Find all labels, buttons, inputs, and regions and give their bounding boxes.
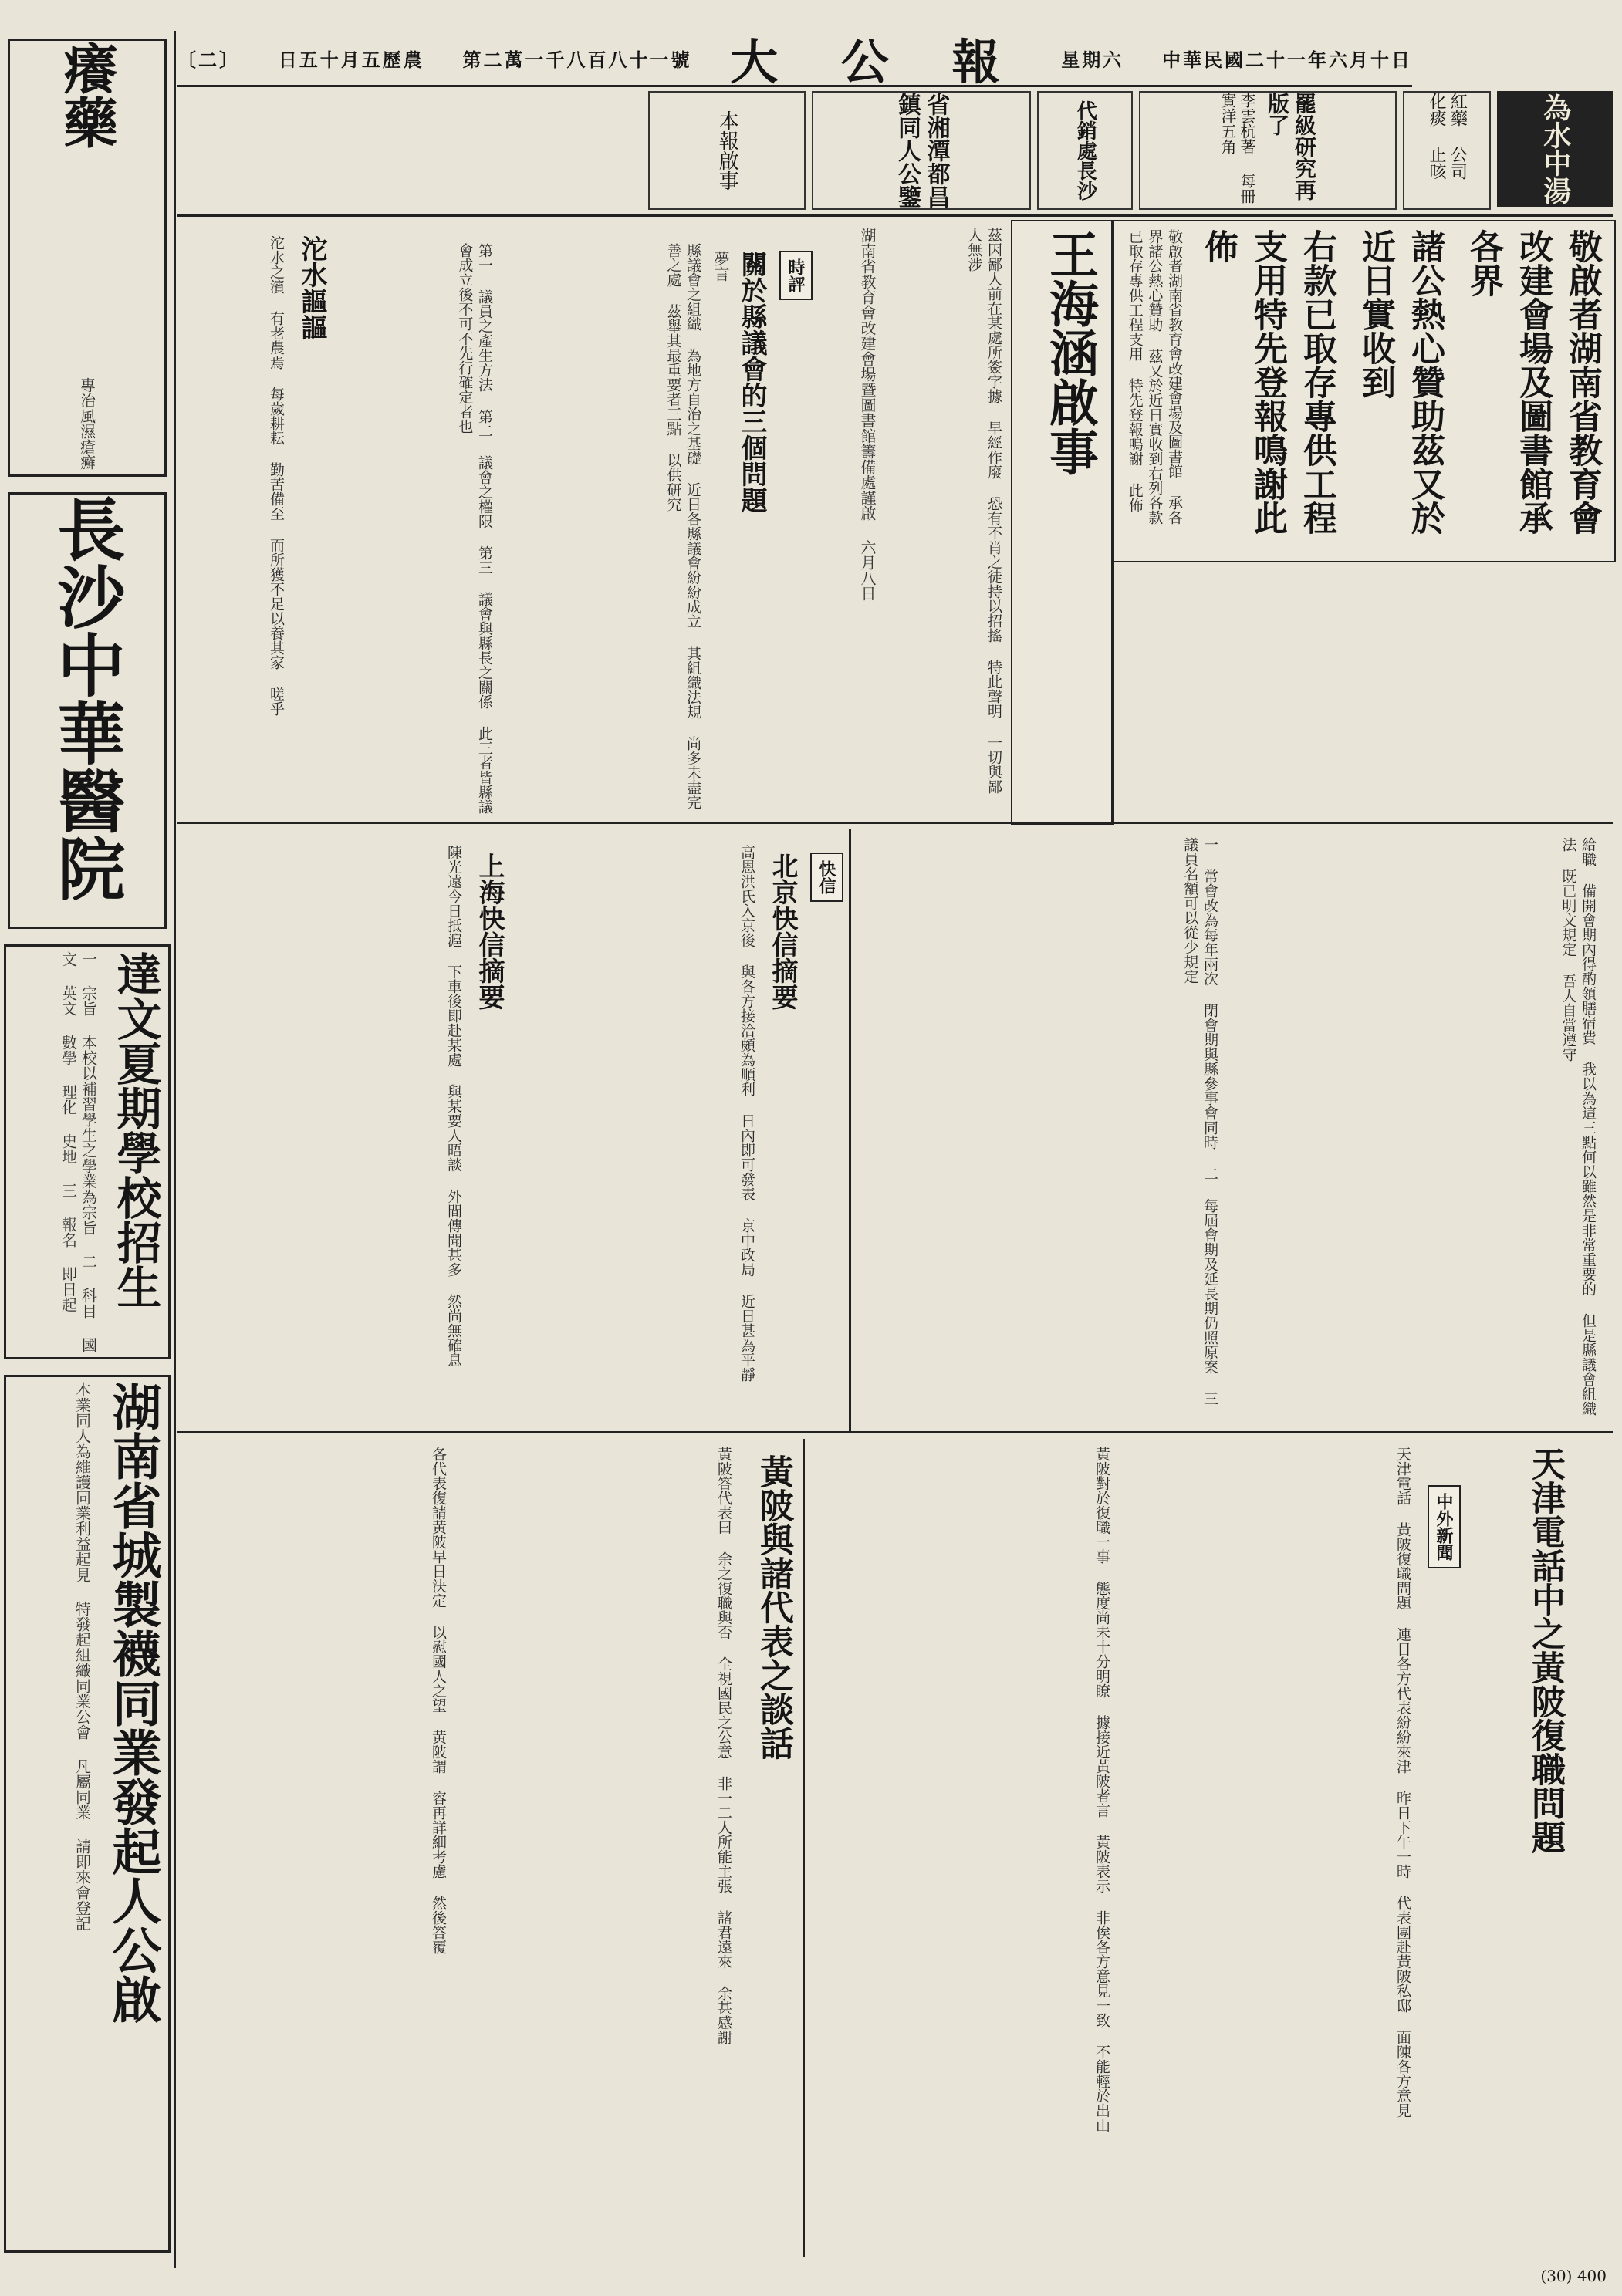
paper-name: 大 公 報 (730, 33, 1023, 90)
vrule-3 (803, 1439, 805, 2257)
ad-itch-title: 癢藥 (55, 41, 119, 149)
top-ad-row (177, 91, 1613, 217)
wang-notice-sub: 湖南省教育會改建會場暨圖書館籌備處謹啟 六月八日 (858, 228, 877, 601)
ad-xiangtan: 省湘潭都昌鎮同人公鑒 (812, 91, 1031, 210)
ad-itch-sub: 專治風濕瘡癬 (77, 377, 96, 470)
huangpi-body-2: 各代表復請黃陂早日決定 以慰國人之望 黃陂謂 容再詳細考慮 然後答覆 (430, 1447, 447, 1954)
ad-hospital-title: 長沙中華醫院 (46, 495, 127, 902)
ad-school-title: 達文夏期學校招生 (109, 951, 162, 1309)
column-title: 沱水謳謳 (296, 235, 327, 340)
flash-label: 快信 (810, 853, 843, 902)
right-body: 給職 備開會期內得酌領膳宿費 我以為這三點何以雖然是非常重要的 但是縣議會組織法 既已明文規定 吾人自當遵守 (1559, 837, 1597, 1416)
ad-itch-medicine (8, 39, 167, 477)
editorial-author: 夢言 (711, 251, 730, 282)
ad-research-book: 罷級研究再版了 李雲杭著 每冊實洋五角 (1139, 91, 1397, 210)
ad-hospital (8, 492, 167, 929)
vrule-2 (849, 829, 851, 1431)
notice-title-3: 右款已取存專供工程支用特先登報鳴謝此佈 (1198, 229, 1336, 535)
logo-ad: 為水中湯 (1497, 91, 1613, 207)
masthead (177, 31, 1412, 90)
huangpi-body: 黃陂答代表曰 余之復職與否 全視國民之公意 非一二人所能主張 諸君遠來 余甚感謝 (715, 1447, 732, 2044)
north-title: 北京快信摘要 (767, 853, 798, 1010)
page-number: (30) 400 (1540, 2267, 1607, 2285)
tianjin-body-2: 黃陂對於復職一事 態度尚未十分明瞭 據接近黃陂者言 黃陂表示 非俟各方意見一致 不能輕於出山 (1093, 1447, 1110, 2132)
lunar-date: 日五十月五歷農 (278, 48, 424, 71)
issue-number: 第二萬一千八百八十一號 (462, 48, 692, 71)
ad-sock-guild (4, 1375, 171, 2253)
vrule-1 (1111, 220, 1113, 822)
divider-1 (177, 822, 1613, 824)
column-body: 沱水之濱 有老農焉 每歲耕耘 勤苦備至 而所獲不足以養其家 嗟乎 (268, 235, 285, 716)
left-ad-strip (0, 31, 176, 2268)
huangpi-title: 黃陂與諸代表之談話 (754, 1454, 793, 1760)
ad-summer-school (4, 944, 171, 1359)
ad-notice: 本報啟事 (648, 91, 806, 210)
notice-title-1: 敬啟者湖南省教育會改建會場及圖書館承各界 (1464, 229, 1602, 535)
date-line: 中華民國二十一年六月十日 (1162, 48, 1412, 71)
wang-notice-body: 茲因鄙人前在某處所簽字據 早經作廢 恐有不肖之徒持以招搖 特此聲明 一切與鄙人無涉 (965, 228, 1002, 794)
editorial-body: 縣議會之組織 為地方自治之基礎 近日各縣議會紛紛成立 其組織法規 尚多未盡完善之處 茲舉其最重要者三點 以供研究 (664, 243, 701, 809)
right-body-2: 一 常會改為每年兩次 閉會期與縣參事會同時 二 每屆會期及延長期仍照原案 三 議員名額可以從少規定 (1181, 837, 1218, 1406)
editorial-label: 時評 (779, 251, 813, 300)
shanghai-body: 陳光遠今日抵滬 下車後即赴某處 與某要人晤談 外間傳聞甚多 然尚無確息 (445, 845, 462, 1367)
tianjin-body: 天津電話 黃陂復職問題 連日各方代表紛紛來津 昨日下午一時 代表團赴黃陂私邸 面陳各方意見 (1394, 1447, 1411, 2118)
notice-body: 敬啟者湖南省教育會改建會場及圖書館 承各界諸公熱心贊助 茲又於近日實收到右列各款 已取存專供工程支用 特先登報鳴謝 此佈 (1126, 229, 1183, 525)
foreign-news-label: 中外新聞 (1428, 1485, 1461, 1568)
ad-sock-title: 湖南省城製襪同業發起人公啟 (103, 1382, 162, 2024)
editorial-body-2: 第一 議員之產生方法 第二 議會之權限 第三 議會與縣長之關係 此三者皆縣議會成立後不可不先行確定者也 (456, 243, 493, 814)
shanghai-title: 上海快信摘要 (474, 853, 505, 1010)
main-content (177, 220, 1613, 2272)
ad-red-medicine: 紅藥 公司 化痰 止咳 (1403, 91, 1491, 210)
notice-title-2: 諸公熱心贊助茲又於近日實收到 (1356, 229, 1445, 535)
issue-left: 〔二〕 (177, 48, 240, 71)
ad-school-body: 一 宗旨 本校以補習學生之學業為宗旨 二 科目 國文 英文 數學 理化 史地 三 報名 即日起 (59, 951, 98, 1352)
tianjin-title: 天津電話中之黃陂復職問題 (1526, 1447, 1565, 1854)
ad-sock-body: 本業同人為維護同業利益起見 特發起組織同業公會 凡屬同業 請即來會登記 (73, 1382, 92, 1931)
ad-agent: 代銷處長沙 (1037, 91, 1133, 210)
education-notice (1103, 220, 1616, 562)
wang-notice-title: 王海涵啟事 (1041, 229, 1099, 476)
weekday: 星期六 (1061, 48, 1124, 71)
wang-notice (1011, 220, 1114, 825)
editorial-title: 關於縣議會的三個問題 (736, 251, 767, 513)
north-body: 高恩洪氏入京後 與各方接洽頗為順利 日內即可發表 京中政局 近日甚為平靜 (738, 845, 755, 1382)
divider-2 (177, 1431, 1613, 1433)
